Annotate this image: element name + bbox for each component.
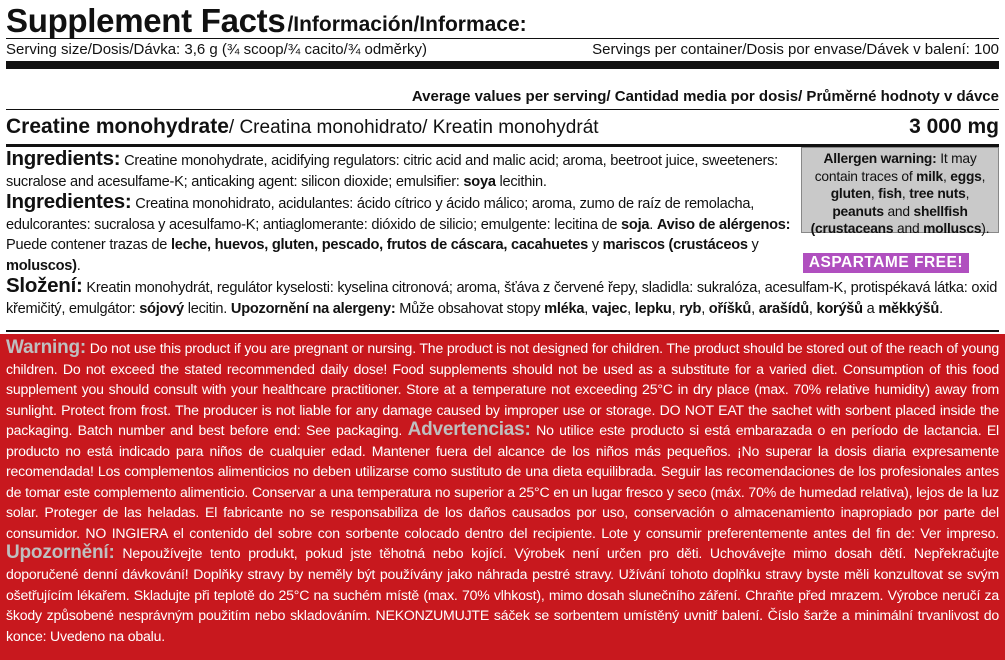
slozeni-heading: Složení: <box>6 274 83 297</box>
allergen-warning-text: It may contain traces of <box>814 151 977 184</box>
allergen-shellfish: shellfish (crustaceans <box>810 203 968 236</box>
ingredients-text-end: lecithin. <box>495 173 547 190</box>
warning-heading-es: Advertencias: <box>407 419 531 441</box>
page-subtitle: /Información/Informace: <box>287 13 527 36</box>
ingredientes-text: Creatina monohidrato, acidulantes: ácido cítrico y ácido málico; aroma, zumo de raíz de remolacha, edulcorantes: sucralosa y acesulfamo-K; antiaglomerante: dióxido de silicio; emulgente: lecitina de <box>6 196 755 233</box>
conj-a: a <box>862 300 879 317</box>
ingredientes-text-sep: . <box>649 216 657 233</box>
comma: , <box>981 168 986 184</box>
page-title: Supplement Facts <box>6 2 286 39</box>
conj-and: and <box>883 203 914 219</box>
comma: , <box>808 300 817 317</box>
allergens-es-list: leche, huevos, gluten, pescado, frutos de cáscara, cacahuetes <box>170 237 588 253</box>
creatine-alt-names: / Creatina monohidrato/ Kreatin monohydrát <box>228 117 599 138</box>
ingredientes-trazas: Puede contener trazas de <box>6 237 171 253</box>
warning-heading-en: Warning: <box>6 337 87 358</box>
comma: , <box>901 186 910 201</box>
upozorneni-alergeny: Upozornění na alergeny: <box>230 300 396 317</box>
allergen-tree-nuts: tree nuts <box>909 186 966 201</box>
warning-text-es: No utilice este producto si está embarazada o en período de lactancia. El producto no está indicado para niños de cualquier edad. Mantener fuera del alcance de los niños más pequeños. ¡No superar la dosis diaria expresamente recomendada! Los complementos alimenticios no deben utilizarse como sustituto de una dieta equilibrada. Seguir las recomendaciones de los profesionales antes de tomar este complemento alimenticio. Conservar a una temperatura no superior a 25°C en un lugar fresco y seco (máx. 70% de humedad relativa), lejos de la luz solar. Proteger de las heladas. El fabricante no se responsabiliza de los daños causados por uso, conservación o almacenamiento inapropiado por parte del consumidor. NO INGIERA el contenido del sobre con sorbente colocado dentro del recipiente. Lote y consumir preferentemente antes del fin de: Ver impreso. <box>6 422 999 541</box>
ingredients-text: Creatine monohydrate, acidifying regulators: citric acid and malic acid; aroma, beetroot juice, sweeteners: sucralose and acesulfame-K; anticaking agent: silicon dioxide; emulsifier: <box>6 153 778 190</box>
allergen-eggs: eggs <box>950 168 982 184</box>
allergen-soya: soya <box>463 173 496 190</box>
allergen-warning-lead: Allergen warning: <box>823 151 937 166</box>
allergen-orisku: oříšků <box>708 300 752 317</box>
ingredientes-end: . <box>76 257 81 274</box>
allergen-ryb: ryb <box>679 300 702 317</box>
allergen-molluscs: molluscs <box>923 221 982 236</box>
creatine-row <box>6 110 999 147</box>
aspartame-free-badge: ASPARTAME FREE! <box>803 253 969 273</box>
conj-and: and <box>893 221 924 236</box>
average-values-heading: Average values per serving/ Cantidad media por dosis/ Průměrné hodnoty v dávce <box>6 85 999 110</box>
warning-text-en: Do not use this product if you are pregnant or nursing. The product is not designed for children. The product should be stored out of the reach of young children. Do not exceed the stated recommended daily dose! Food supplements should not be used as a substitute for a varied diet. Consumption of this food supplement you should consult with your healthcare practitioner. Store at a temperature not exceeding 25°C in dry place (max. 70% relative humidity) away from sunlight. Protect from frost. The producer is not liable for any damage caused by improper use or storage. DO NOT EAT the sachet with sorbent placed inside the packaging. Batch number and best before end: See packaging. <box>6 340 999 439</box>
slozeni-text-2: lecitin. <box>183 300 231 317</box>
comma: , <box>701 300 709 317</box>
ingredients-heading: Ingredients: <box>6 147 121 170</box>
creatine-label <box>6 115 599 139</box>
comma: , <box>751 300 759 317</box>
slozeni-end: . <box>939 300 943 317</box>
creatine-name: Creatine monohydrate <box>6 115 229 138</box>
comma: , <box>584 300 592 317</box>
ingredients-english <box>6 149 794 192</box>
allergen-moluscos: moluscos) <box>6 257 77 274</box>
serving-row <box>6 39 999 69</box>
warning-text <box>6 338 999 646</box>
slozeni-text: Kreatin monohydrát, regulátor kyselosti: kyselina citronová; aroma, šťáva z červené řepy, sladidla: sukralóza, acesulfam-K, protispékavá látka: oxid křemičitý, emulgátor: <box>6 280 998 317</box>
allergen-mleka: mléka <box>544 300 585 317</box>
allergen-peanuts: peanuts <box>832 203 884 219</box>
creatine-amount: 3 000 mg <box>909 115 999 138</box>
conj-y2: y <box>747 237 759 253</box>
conj-y: y <box>588 237 603 253</box>
warning-text-cz: Nepoužívejte tento produkt, pokud jste těhotná nebo kojící. Výrobek není určen pro děti. Uchovávejte mimo dosah dětí. Nepřekračujte doporučené denní dávkování! Doplňky stravy by neměly být používány jako náhrada pestré stravy. Užívání tohoto doplňku stravy byste měli konzultovat se svým ošetřujícím lékařem. Skladujte při teplotě do 25°C na suchém místě (max. 70% vlhkost), mimo dosah slunečního záření. Chraňte před mrazem. Výrobce neručí za škody způsobené nesprávným použitím nebo skladováním. NEKONZUMUJTE sáček se sorbentem umístěný uvnitř balení. Číslo šarže a minimální trvanlivost do konce: Uvedeno na obalu. <box>6 545 999 644</box>
comma: , <box>870 186 879 201</box>
comma: , <box>942 168 951 184</box>
allergen-milk: milk <box>916 168 943 184</box>
ingredients-spanish <box>6 192 794 276</box>
allergen-mariscos: mariscos (crustáceos <box>602 237 748 253</box>
comma: , <box>671 300 680 317</box>
comma: , <box>627 300 635 317</box>
warning-heading-cz: Upozornění: <box>6 542 115 564</box>
aviso-alergenos: Aviso de alérgenos: <box>656 216 791 233</box>
allergen-sojovy: sójový <box>139 300 184 317</box>
allergen-arasidu: arašídů <box>758 300 809 317</box>
title-row <box>6 0 999 39</box>
allergen-warning-box <box>801 147 999 236</box>
allergen-mekkysu: měkkýšů <box>878 300 940 317</box>
allergen-lepku: lepku <box>634 300 672 317</box>
allergen-korysu: korýšů <box>816 300 863 317</box>
allergen-vajec: vajec <box>591 300 628 317</box>
warning-panel <box>0 334 1005 660</box>
comma: , <box>965 186 970 201</box>
ingredientes-heading: Ingredientes: <box>6 190 132 213</box>
allergen-gluten: gluten <box>830 186 871 201</box>
serving-size: Serving size/Dosis/Dávka: 3,6 g (¾ scoop/¾ cacito/¾ odměrky) <box>6 41 428 58</box>
servings-per-container: Servings per container/Dosis por envase/Dávek v balení: 100 <box>592 41 999 58</box>
divider <box>6 330 999 332</box>
allergen-box-end: ). <box>981 221 990 236</box>
ingredients-czech <box>6 276 999 319</box>
slozeni-stopy: Může obsahovat stopy <box>395 300 545 317</box>
allergen-soja: soja <box>621 216 650 233</box>
allergen-fish: fish <box>878 186 902 201</box>
